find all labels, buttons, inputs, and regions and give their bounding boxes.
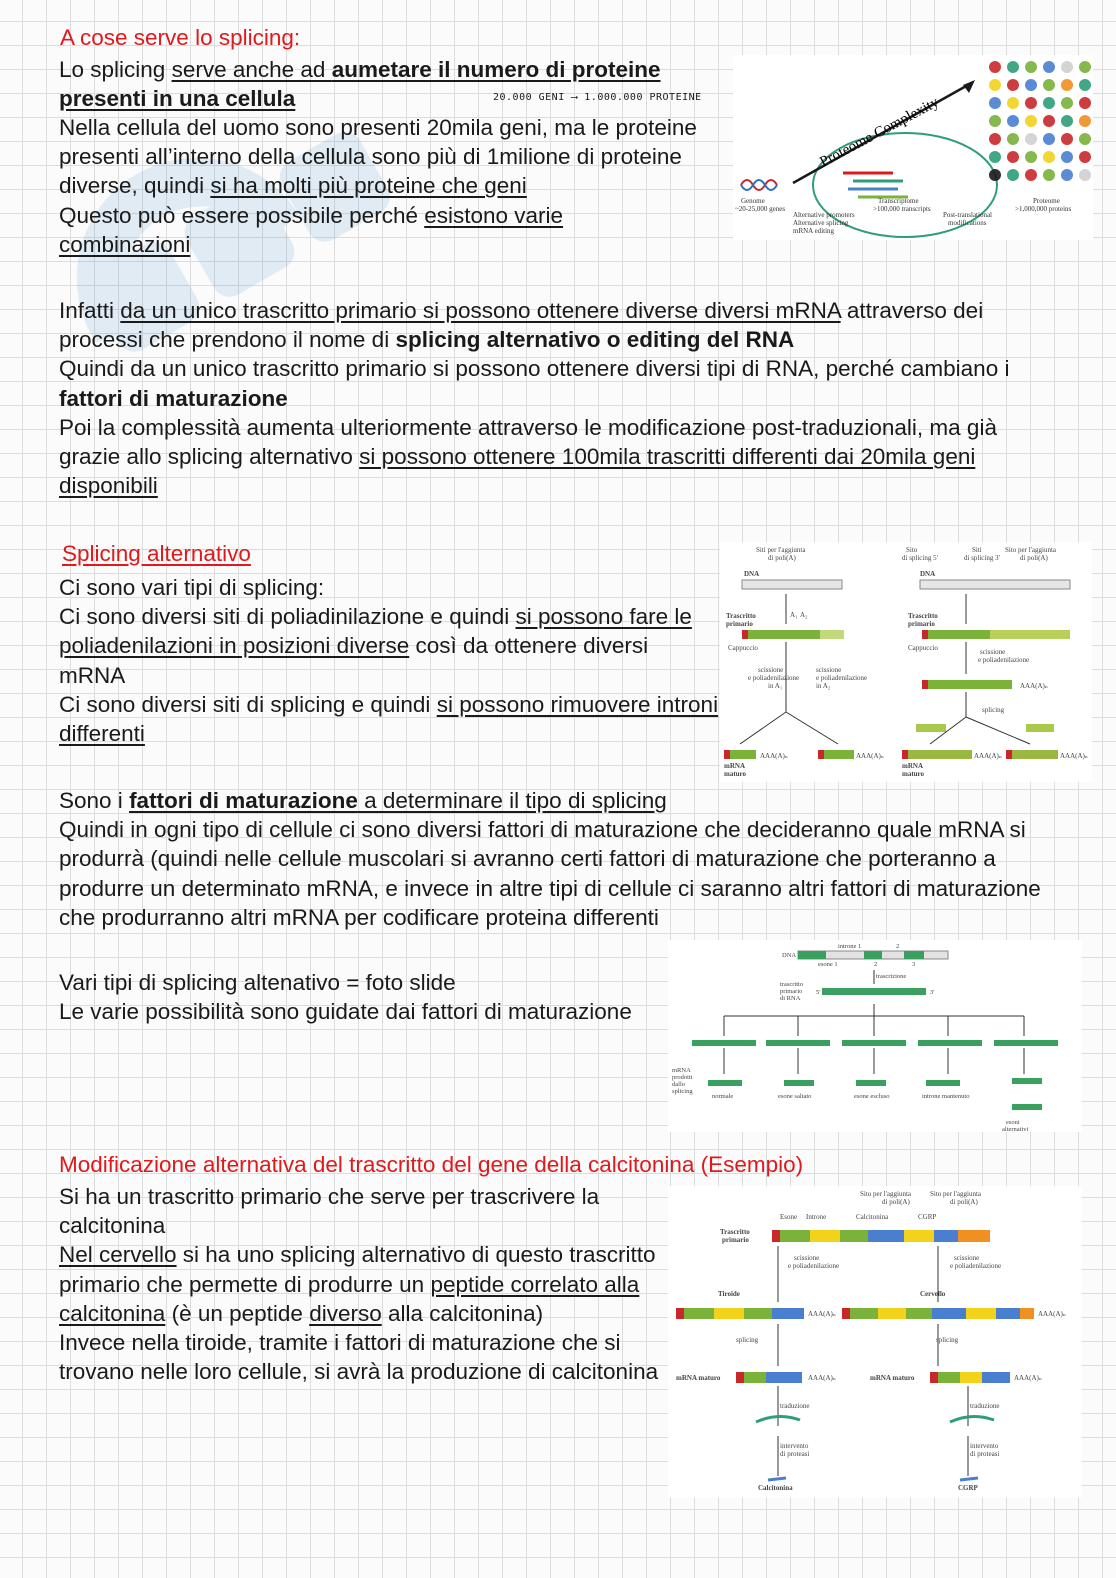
paragraph-combinations: Questo può essere possibile perché esistono varie combinazioni xyxy=(59,203,564,258)
fig4-primario: Trascritto primario xyxy=(720,1228,750,1244)
cap-label-left: Cappuccio xyxy=(728,644,758,652)
polya-3: AAA(A)ₙ xyxy=(1020,682,1048,690)
splicing-label: splicing xyxy=(982,706,1005,714)
right-top-label-2: Siti di splicing 3' xyxy=(964,546,1000,562)
section-title-splicing-purpose: A cose serve lo splicing: xyxy=(60,25,301,50)
proteome-complexity-label: Proteome Complexity xyxy=(817,94,942,171)
paragraph-slide-photo: Vari tipi di splicing altenativo = foto slide Le varie possibilità sono guidate dai fattori di maturazione xyxy=(59,970,632,1025)
fig3-label-esone-saltato: esone saltato xyxy=(778,1093,812,1100)
fig3-5prime: 5' xyxy=(816,989,821,996)
fig3-products-label: mRNA prodotti dallo splicing xyxy=(672,1067,693,1095)
ptm-label: Post-translational modifications xyxy=(943,211,992,227)
fig4-introne: Introne xyxy=(806,1213,827,1221)
fig4-traduzione-left: traduzione xyxy=(780,1402,810,1410)
fig3-trascrizione-label: trascrizione xyxy=(876,973,907,980)
a1-label: A₁ xyxy=(790,611,798,619)
primary-label-left: Trascritto primario xyxy=(726,612,756,628)
fig3-primary-label: trascritto primario di RNA xyxy=(780,981,804,1002)
fig3-label-esone-escluso: esone escluso xyxy=(854,1093,890,1100)
paragraph-alternative-splicing: Infatti da un unico trascritto primario si possono ottenere diverse diversi mRNA attraverso dei processi che prendono il nome di splicing alternativo o editing del RNA Quindi da un unico trascritto primario si possono ottenere diversi tipi di RNA, perché cambiano i fattori di maturazione Poi la complessità aumenta ulteriormente attraverso le modificazione post-traduzionali, ma già grazie allo splicing alternativo si possono ottenere 100mila trascritti differenti dai 20mila geni disponibili xyxy=(59,298,1010,499)
section-title-calcitonin: Modificazione alternativa del trascritto del gene della calcitonina (Esempio) xyxy=(59,1152,804,1177)
fig3-esone-label: esone 1 xyxy=(818,961,838,968)
cap-label-right: Cappuccio xyxy=(908,644,938,652)
paragraph-maturation-factors: Sono i fattori di maturazione a determinare il tipo di splicing Quindi in ogni tipo di cellule ci sono diversi fattori di maturazione che decideranno quale mRNA si produrrà (quindi nelle cellule muscolari si avranno certi fattori di maturazione che porteranno a produrre un determinato mRNA, e invece in altre tipi di cellule ci saranno altri fattori di maturazione che produrranno altri mRNA per codificare proteina differenti xyxy=(59,788,1041,930)
dna-helix-icon xyxy=(741,180,777,190)
section-title-alternative-splicing: Splicing alternativo xyxy=(62,541,251,566)
fig4-polya-4: AAA(A)ₙ xyxy=(1014,1374,1042,1382)
cut-a1-label: scissione e poliadenilazione in A₁ xyxy=(748,666,800,690)
alt-splicing-label: Alternative promoters Alternative splicing mRNA editing xyxy=(793,211,855,235)
fig4-top2: Sito per l'aggiunta di poli(A) xyxy=(930,1190,982,1206)
figure-proteome-complexity xyxy=(733,55,1093,240)
fig3-num-3: 3 xyxy=(912,961,916,968)
paragraph-splicing-types: Ci sono vari tipi di splicing: Ci sono diversi siti di poliadinilazione e quindi si possono fare le poliadenilazioni in posizioni diverse così da ottenere diversi mRNA Ci sono diversi siti di splicing e quindi si possono rimuovere introni differenti xyxy=(59,575,719,747)
fig4-splicing-left: splicing xyxy=(736,1336,759,1344)
polya-1: AAA(A)ₙ xyxy=(760,752,788,760)
right-top-label-3: Sito per l'aggiunta di poli(A) xyxy=(1005,546,1057,562)
protein-icons xyxy=(989,61,1091,181)
cut-right-label: scissione e poliadenilazione xyxy=(978,648,1030,664)
figure-polyadenylation-sites xyxy=(720,542,1092,782)
cut-a2-label: scissione e poliadenilazione in A₂ xyxy=(816,666,868,690)
fig3-introne-label: introne 1 xyxy=(838,943,862,950)
polya-2: AAA(A)ₙ xyxy=(856,752,884,760)
paragraph-increase-proteins: Lo splicing serve anche ad aumetare il numero di proteine presenti in una cellula xyxy=(59,57,661,112)
fig4-top1: Sito per l'aggiunta di poli(A) xyxy=(860,1190,912,1206)
fig4-tiroide: Tiroide xyxy=(718,1290,740,1298)
polya-5: AAA(A)ₙ xyxy=(1060,752,1088,760)
transcriptome-label: Transcriptome >100,000 transcripts xyxy=(873,197,931,213)
proteome-label: Proteome >1,000,000 proteins xyxy=(1015,197,1072,213)
figure-splicing-types xyxy=(668,940,1082,1132)
genome-label: Genome ~20-25,000 genes xyxy=(735,197,786,213)
fig3-label-esoni-alternativi: esoni alternativi xyxy=(1002,1119,1029,1132)
right-top-label-1: Sito di splicing 5' xyxy=(902,546,938,562)
fig4-polya-1: AAA(A)ₙ xyxy=(808,1310,836,1318)
fig3-num-2: 2 xyxy=(896,943,900,950)
fig4-proteasi-right: intervento di proteasi xyxy=(970,1442,1000,1458)
fig4-polya-2: AAA(A)ₙ xyxy=(1038,1310,1066,1318)
polya-4: AAA(A)ₙ xyxy=(974,752,1002,760)
fig3-label-introne-mantenuto: introne mantenuto xyxy=(922,1093,970,1100)
fig3-num-2b: 2 xyxy=(874,961,878,968)
fig4-cervello: Cervello xyxy=(920,1290,946,1298)
fig3-label-normale: normale xyxy=(712,1093,734,1100)
dna-label-left: DNA xyxy=(744,570,760,578)
mature-label-right: mRNA maturo xyxy=(902,762,925,778)
fig4-calcitonina-out: Calcitonina xyxy=(758,1484,793,1492)
fig4-cgrp-out: CGRP xyxy=(958,1484,978,1492)
primary-label-right: Trascritto primario xyxy=(908,612,938,628)
figure-calcitonin-gene xyxy=(668,1186,1082,1498)
handwritten-note: 20.000 GENI ⟶ 1.000.000 PROTEINE xyxy=(493,92,702,103)
fig3-dna-label: DNA xyxy=(782,952,797,959)
fig4-scissione-left: scissione e poliadenilazione xyxy=(788,1254,840,1270)
fig4-esone: Esone xyxy=(780,1213,798,1221)
fig4-proteasi-left: intervento di proteasi xyxy=(780,1442,810,1458)
fig4-calcitonina-lbl: Calcitonina xyxy=(856,1213,889,1221)
left-top-label: Siti per l'aggiunta di poli(A) xyxy=(756,546,806,562)
fig3-3prime: 3' xyxy=(930,989,935,996)
fig4-polya-3: AAA(A)ₙ xyxy=(808,1374,836,1382)
fig4-primary-bar xyxy=(772,1230,990,1242)
a2-label: A₂ xyxy=(800,611,808,619)
fig4-cgrp-lbl: CGRP xyxy=(918,1213,937,1221)
fig4-maturo-right: mRNA maturo xyxy=(870,1374,915,1382)
mature-label-left: mRNA maturo xyxy=(724,762,747,778)
fig4-maturo-left: mRNA maturo xyxy=(676,1374,721,1382)
fig4-traduzione-right: traduzione xyxy=(970,1402,1000,1410)
paragraph-calcitonin: Si ha un trascritto primario che serve per trascrivere la calcitonina Nel cervello si ha uno splicing alternativo di questo trascritto primario che permette di produrre un peptide correlato alla calcitonina (è un peptide diverso alla calcitonina) Invece nella tiroide, tramite i fattori di maturazione che si trovano nelle loro cellule, si avrà la produzione di calcitonina xyxy=(59,1184,659,1385)
paragraph-genes-vs-proteins: Nella cellula del uomo sono presenti 20mila geni, ma le proteine presenti all’interno della cellula sono più di 1milione di proteine diverse, quindi si ha molti più proteine che geni xyxy=(59,115,697,199)
dna-label-right: DNA xyxy=(920,570,936,578)
fig4-scissione-right: scissione e poliadenilazione xyxy=(950,1254,1002,1270)
fig4-splicing-right: splicing xyxy=(936,1336,959,1344)
